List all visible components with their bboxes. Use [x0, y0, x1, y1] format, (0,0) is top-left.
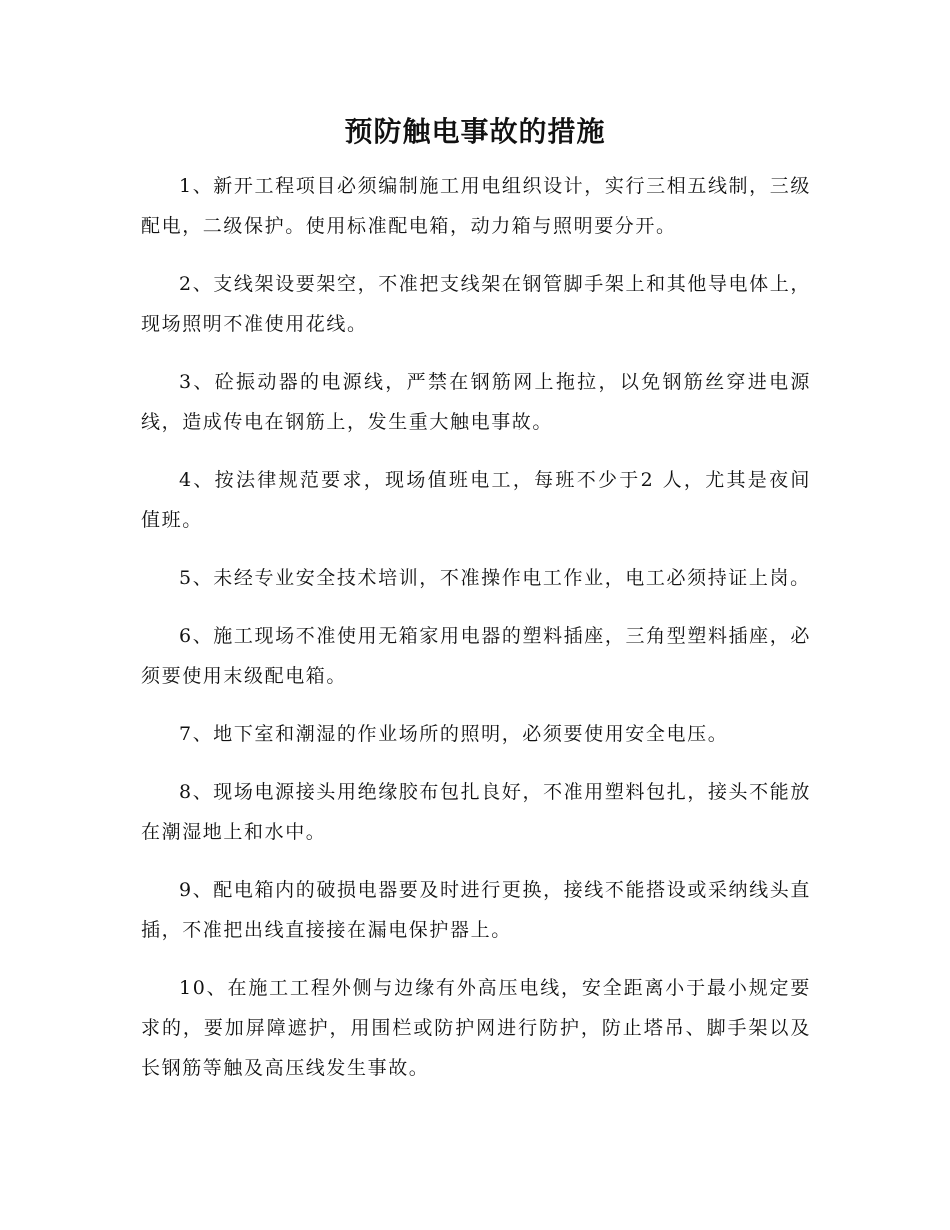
paragraph-4: 4、按法律规范要求，现场值班电工，每班不少于2 人，尤其是夜间值班。	[141, 469, 811, 531]
paragraph-7: 7、地下室和潮湿的作业场所的照明，必须要使用安全电压。	[179, 723, 729, 745]
paragraph-9: 9、配电箱内的破损电器要及时进行更换，接线不能搭设或采纳线头直插，不准把出线直接接在漏电保护器上。	[141, 879, 811, 941]
document-body	[141, 166, 811, 1106]
paragraph-10: 10、在施工工程外侧与边缘有外高压电线，安全距离小于最小规定要求的，要加屏障遮护，用围栏或防护网进行防护，防止塔吊、脚手架以及长钢筋等触及高压线发生事故。	[141, 977, 811, 1079]
paragraph-3: 3、砼振动器的电源线，严禁在钢筋网上拖拉，以免钢筋丝穿进电源线，造成传电在钢筋上，发生重大触电事故。	[141, 371, 811, 433]
paragraph-8: 8、现场电源接头用绝缘胶布包扎良好，不准用塑料包扎，接头不能放在潮湿地上和水中。	[141, 781, 811, 843]
paragraph-6: 6、施工现场不准使用无箱家用电器的塑料插座，三角型塑料插座，必须要使用末级配电箱。	[141, 625, 811, 687]
paragraph-2: 2、支线架设要架空，不准把支线架在钢管脚手架上和其他导电体上，现场照明不准使用花线。	[141, 273, 811, 335]
paragraph-1: 1、新开工程项目必须编制施工用电组织设计，实行三相五线制，三级配电，二级保护。使用标准配电箱，动力箱与照明要分开。	[141, 175, 811, 237]
paragraph-5: 5、未经专业安全技术培训，不准操作电工作业，电工必须持证上岗。	[179, 567, 811, 589]
document-title: 预防触电事故的措施	[344, 115, 606, 148]
